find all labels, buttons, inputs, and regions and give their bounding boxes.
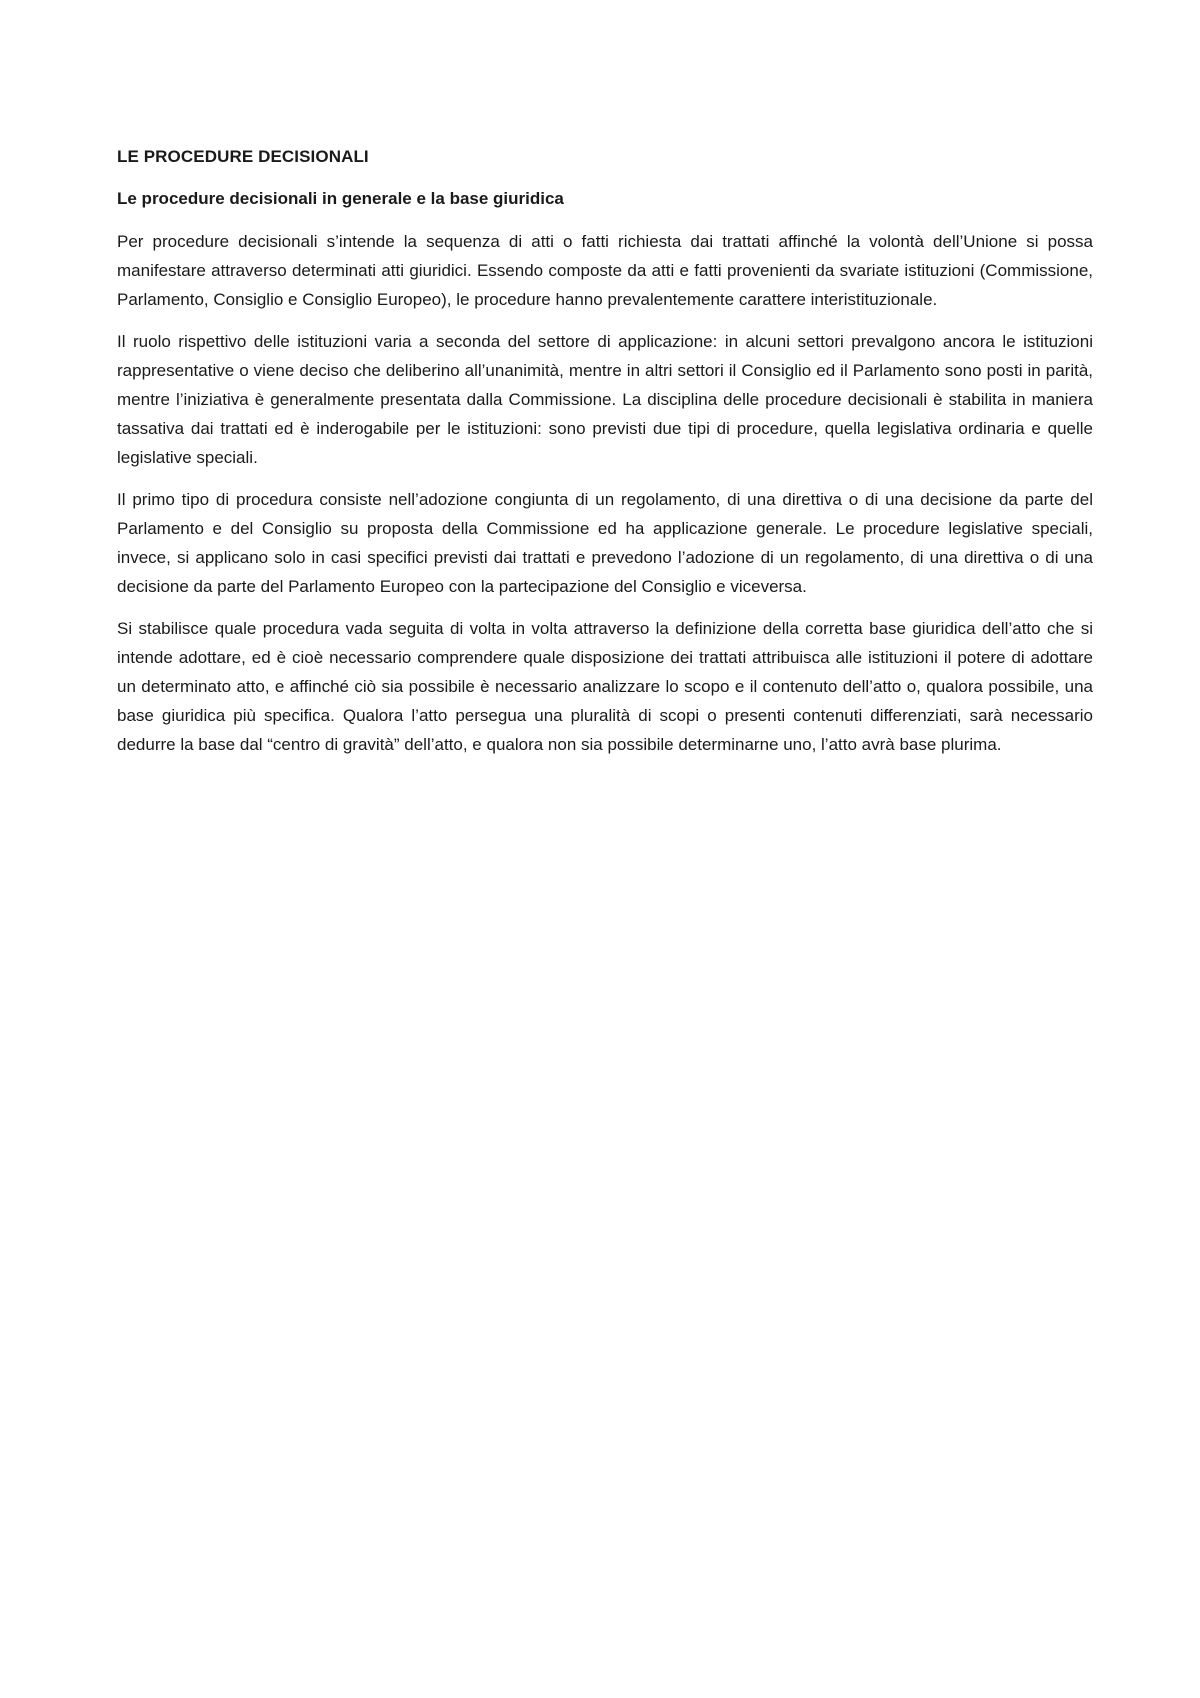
paragraph-1: Per procedure decisionali s’intende la sequenza di atti o fatti richiesta dai trattati affinché la volontà dell’Unione si possa manifestare attraverso determinati atti giuridici. Essendo composte da atti e fatti provenienti da svariate istituzioni (Commissione, Parlamento, Consiglio e Consiglio Europeo), le procedure hanno prevalentemente carattere interistituzionale. <box>117 232 1093 309</box>
section-heading: Le procedure decisionali in generale e la base giuridica <box>117 189 564 208</box>
document-body <box>117 146 1093 772</box>
paragraph-4: Si stabilisce quale procedura vada seguita di volta in volta attraverso la definizione della corretta base giuridica dell’atto che si intende adottare, ed è cioè necessario comprendere quale disposizione dei trattati attribuisca alle istituzioni il potere di adottare un determinato atto, e affinché ciò sia possibile è necessario analizzare lo scopo e il contenuto dell’atto o, qualora possibile, una base giuridica più specifica. Qualora l’atto persegua una pluralità di scopi o presenti contenuti differenziati, sarà necessario dedurre la base dal “centro di gravità” dell’atto, e qualora non sia possibile determinarne uno, l’atto avrà base plurima. <box>117 619 1093 754</box>
paragraph-2: Il ruolo rispettivo delle istituzioni varia a seconda del settore di applicazione: in alcuni settori prevalgono ancora le istituzioni rappresentative o viene deciso che deliberino all’unanimità, mentre in altri settori il Consiglio ed il Parlamento sono posti in parità, mentre l’iniziativa è generalmente presentata dalla Commissione. La disciplina delle procedure decisionali è stabilita in maniera tassativa dai trattati ed è inderogabile per le istituzioni: sono previsti due tipi di procedure, quella legislativa ordinaria e quelle legislative speciali. <box>117 332 1093 467</box>
page-title: LE PROCEDURE DECISIONALI <box>117 147 369 166</box>
paragraph-3: Il primo tipo di procedura consiste nell’adozione congiunta di un regolamento, di una direttiva o di una decisione da parte del Parlamento e del Consiglio su proposta della Commissione ed ha applicazione generale. Le procedure legislative speciali, invece, si applicano solo in casi specifici previsti dai trattati e prevedono l’adozione di un regolamento, di una direttiva o di una decisione da parte del Parlamento Europeo con la partecipazione del Consiglio e viceversa. <box>117 490 1093 596</box>
